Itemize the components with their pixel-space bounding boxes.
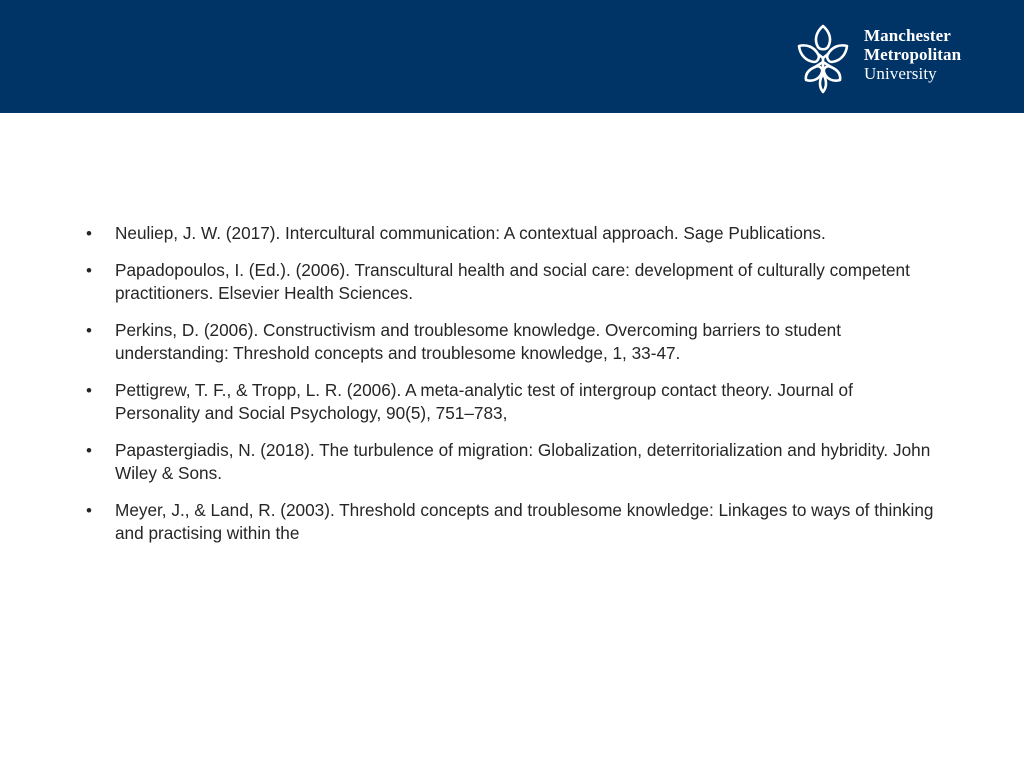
- header-bar: [0, 0, 1024, 113]
- reference-item: [86, 259, 936, 306]
- reference-item: [86, 222, 936, 246]
- mmu-bee-logo-icon: [790, 22, 856, 96]
- bullet: •: [86, 440, 92, 460]
- reference-item: [86, 379, 936, 426]
- reference-text: Perkins, D. (2006). Constructivism and troublesome knowledge. Overcoming barriers to student understanding: Threshold concepts and troublesome knowledge, 1, 33-47.: [115, 319, 842, 363]
- reference-text: Papastergiadis, N. (2018). The turbulence of migration: Globalization, deterritorialization and hybridity. John Wiley & Sons.: [115, 439, 931, 483]
- university-logo: [790, 20, 961, 98]
- logo-line-metropolitan: Metropolitan: [864, 44, 962, 64]
- reference-item: [86, 499, 936, 546]
- reference-item: [86, 319, 936, 366]
- reference-text: Meyer, J., & Land, R. (2003). Threshold concepts and troublesome knowledge: Linkages to ways of thinking and practising within the: [115, 499, 934, 543]
- reference-text: Papadopoulos, I. (Ed.). (2006). Transcultural health and social care: development of culturally competent practitioners. Elsevier Health Sciences.: [115, 259, 910, 303]
- reference-text: Pettigrew, T. F., & Tropp, L. R. (2006). A meta-analytic test of intergroup contact theory. Journal of Personality and Social Psychology, 90(5), 751–783,: [115, 379, 853, 423]
- bullet: •: [86, 500, 92, 520]
- logo-line-manchester: Manchester: [864, 25, 951, 45]
- bullet: •: [86, 380, 92, 400]
- bullet: •: [86, 224, 92, 243]
- logo-wordmark: [864, 26, 961, 83]
- reference-item: [86, 439, 936, 486]
- bullet: •: [86, 320, 92, 340]
- logo-line-university: University: [864, 63, 937, 83]
- bullet: •: [86, 260, 92, 280]
- reference-list: [86, 222, 936, 559]
- reference-text: Neuliep, J. W. (2017). Intercultural communication: A contextual approach. Sage Publications.: [115, 223, 826, 243]
